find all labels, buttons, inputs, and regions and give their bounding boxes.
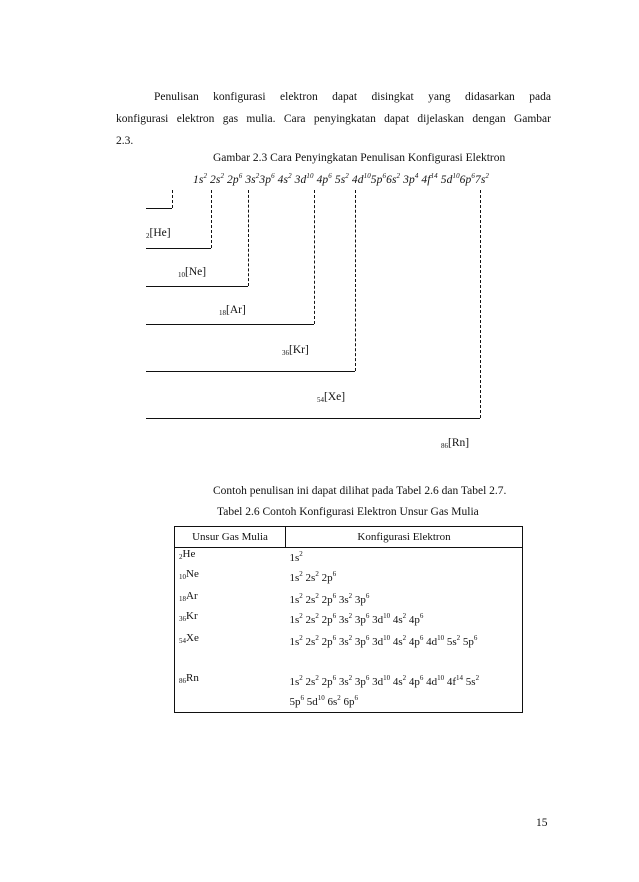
bracket-line [172, 190, 173, 208]
element-cell: $_2$He [175, 548, 286, 569]
element-cell: $_{36}$Kr [175, 610, 286, 632]
configuration-cell: $1s^2$ $2s^2$ $2p^6$ $3s^2$ $3p^6$ $3d^{10}$ $4s^2$ $4p^6$ $4d^{10}$ $4f^{14}$ $5s^2$ $5p^6$ $5d^{10}$ $6s^2$ $6p^6$ [286, 672, 523, 713]
orbital-term: $3s^2$ [242, 172, 260, 186]
configuration-cell: $1s^2$ $2s^2$ $2p^6$ $3s^2$ $3p^6$ $3d^{10}$ $4s^2$ $4p^6$ [286, 610, 523, 632]
table-header-configuration: Konfigurasi Elektron [286, 527, 523, 548]
table-row [175, 632, 523, 672]
figure-caption: Gambar 2.3 Cara Penyingkatan Penulisan Konfigurasi Elektron [213, 152, 506, 164]
intro-line-2: konfigurasi elektron gas mulia. Cara penyingkatan dapat dijelaskan dengan Gambar [116, 113, 551, 125]
table-row [175, 568, 523, 590]
noble-gas-label-ar: $_{18}$[Ar] [219, 304, 246, 317]
orbital-term: $3d^{10}$ [291, 172, 314, 186]
noble-gas-label-xe: $_{54}$[Xe] [317, 391, 346, 404]
orbital-term: $6s^2$ [386, 172, 401, 186]
noble-gas-configuration-table [174, 526, 523, 713]
table-row [175, 590, 523, 610]
element-cell: $_{18}$Ar [175, 590, 286, 610]
configuration-cell: $1s^2$ $2s^2$ $2p^6$ $3s^2$ $3p^6$ $3d^{10}$ $4s^2$ $4p^6$ $4d^{10}$ $5s^2$ $5p^6$ [286, 632, 523, 672]
intro-paragraph [116, 86, 551, 152]
bracket-line [146, 286, 248, 287]
orbital-term: $1s^2$ [193, 172, 208, 186]
noble-gas-label-kr: $_{36}$[Kr] [282, 344, 309, 357]
figure-electron-configuration [193, 174, 489, 186]
orbital-term: $2p^6$ [224, 172, 243, 186]
bracket-line [248, 190, 249, 286]
configuration-cell: $1s^2$ $2s^2$ $2p^6$ [286, 568, 523, 590]
bracket-line [146, 248, 211, 249]
table-header-element: Unsur Gas Mulia [175, 527, 286, 548]
bracket-line [355, 190, 356, 371]
bracket-line [146, 371, 355, 372]
configuration-cell: $1s^2$ [286, 548, 523, 569]
table-row [175, 672, 523, 713]
table-row [175, 610, 523, 632]
orbital-term: $5p^6$ [370, 172, 387, 186]
bracket-line [314, 190, 315, 324]
noble-gas-label-he: $_2$[He] [146, 227, 171, 240]
orbital-term: $4f^{14}$ [418, 172, 438, 186]
noble-gas-label-ne: $_{10}$[Ne] [178, 266, 207, 279]
intro-line-1: Penulisan konfigurasi elektron dapat disingkat yang didasarkan pada [154, 91, 551, 103]
bracket-line [211, 190, 212, 248]
orbital-term: $4p^6$ [313, 172, 332, 186]
orbital-term: $3p^6$ [259, 172, 275, 186]
configuration-cell: $1s^2$ $2s^2$ $2p^6$ $3s^2$ $3p^6$ [286, 590, 523, 610]
table-row [175, 548, 523, 569]
bracket-line [146, 208, 172, 209]
intro-line-3: 2.3. [116, 135, 134, 147]
orbital-term: $2s^2$ [207, 172, 225, 186]
bracket-line [146, 418, 480, 419]
example-reference-text: Contoh penulisan ini dapat dilihat pada Tabel 2.6 dan Tabel 2.7. [213, 485, 507, 497]
orbital-term: $7s^2$ [474, 172, 490, 186]
element-cell: $_{54}$Xe [175, 632, 286, 672]
orbital-term: $5s^2$ [331, 172, 349, 186]
element-cell: $_{86}$Rn [175, 672, 286, 713]
orbital-term: $4s^2$ [274, 172, 292, 186]
bracket-line [146, 324, 314, 325]
orbital-term: $5d^{10}$ [437, 172, 460, 186]
page-number: 15 [536, 817, 548, 829]
element-cell: $_{10}$Ne [175, 568, 286, 590]
bracket-line [480, 190, 481, 418]
noble-gas-label-rn: $_{86}$[Rn] [441, 437, 470, 450]
orbital-term: $6p^6$ [459, 172, 475, 186]
table-caption: Tabel 2.6 Contoh Konfigurasi Elektron Unsur Gas Mulia [217, 506, 479, 518]
orbital-term: $4d^{10}$ [348, 172, 371, 186]
orbital-term: $3p^4$ [400, 172, 419, 186]
